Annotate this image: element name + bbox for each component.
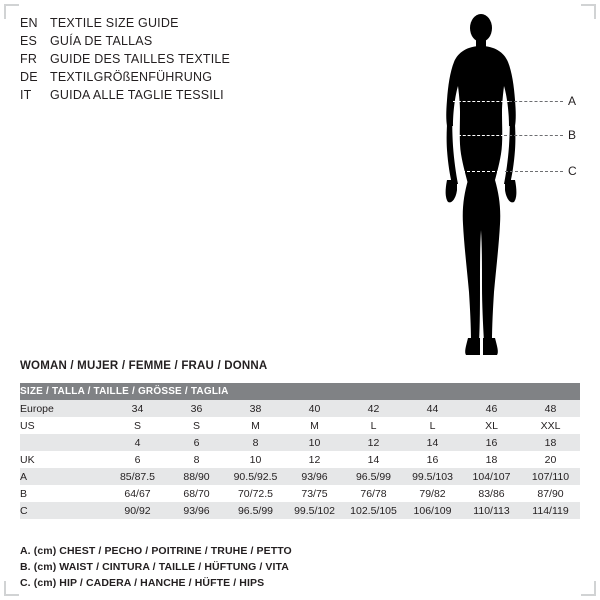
cell-us-4: L — [344, 417, 403, 434]
cell-uk-5: 16 — [403, 451, 462, 468]
corner-mark-top-left — [4, 4, 19, 19]
cell-a-7: 107/110 — [521, 468, 580, 485]
cell-a-5: 99.5/103 — [403, 468, 462, 485]
cell-a-1: 88/90 — [167, 468, 226, 485]
cell-b-5: 79/82 — [403, 485, 462, 502]
cell-europe-5: 44 — [403, 400, 462, 417]
table-row — [20, 417, 580, 434]
cell-us-0: S — [108, 417, 167, 434]
female-body-figure — [400, 8, 590, 368]
measure-line-a-body — [453, 101, 509, 102]
size-table-container — [20, 383, 580, 519]
table-row — [20, 451, 580, 468]
language-row-de — [20, 68, 350, 86]
language-code-en: EN — [20, 16, 38, 30]
cell-uk-7: 20 — [521, 451, 580, 468]
cell-usnum-2: 8 — [226, 434, 285, 451]
cell-europe-7: 48 — [521, 400, 580, 417]
language-title-es: GUÍA DE TALLAS — [50, 34, 153, 48]
cell-a-3: 93/96 — [285, 468, 344, 485]
table-row — [20, 400, 580, 417]
cell-europe-0: 34 — [108, 400, 167, 417]
table-row — [20, 485, 580, 502]
cell-a-0: 85/87.5 — [108, 468, 167, 485]
cell-c-1: 93/96 — [167, 502, 226, 519]
language-title-de: TEXTILGRÖßENFÜHRUNG — [50, 70, 213, 84]
cell-c-6: 110/113 — [462, 502, 521, 519]
cell-uk-4: 14 — [344, 451, 403, 468]
cell-c-7: 114/119 — [521, 502, 580, 519]
cell-europe-3: 40 — [285, 400, 344, 417]
cell-us-2: M — [226, 417, 285, 434]
cell-b-7: 87/90 — [521, 485, 580, 502]
cell-uk-1: 8 — [167, 451, 226, 468]
measure-leader-a — [509, 101, 563, 102]
measure-label-b: B — [568, 128, 577, 142]
row-label-b: B — [20, 485, 108, 502]
cell-europe-1: 36 — [167, 400, 226, 417]
cell-usnum-4: 12 — [344, 434, 403, 451]
row-label-europe: Europe — [20, 400, 108, 417]
language-title-it: GUIDA ALLE TAGLIE TESSILI — [50, 88, 224, 102]
cell-usnum-3: 10 — [285, 434, 344, 451]
row-label-us: US — [20, 417, 108, 434]
cell-us-7: XXL — [521, 417, 580, 434]
cell-europe-6: 46 — [462, 400, 521, 417]
cell-uk-0: 6 — [108, 451, 167, 468]
cell-b-4: 76/78 — [344, 485, 403, 502]
cell-uk-3: 12 — [285, 451, 344, 468]
cell-usnum-7: 18 — [521, 434, 580, 451]
language-row-en — [20, 14, 350, 32]
cell-c-4: 102.5/105 — [344, 502, 403, 519]
legend-b: B. (cm) WAIST / CINTURA / TAILLE / HÜFTUNG / VITA — [20, 561, 289, 573]
cell-b-6: 83/86 — [462, 485, 521, 502]
cell-europe-4: 42 — [344, 400, 403, 417]
corner-mark-bottom-left — [4, 581, 19, 596]
cell-a-2: 90.5/92.5 — [226, 468, 285, 485]
cell-c-2: 96.5/99 — [226, 502, 285, 519]
language-code-es: ES — [20, 34, 38, 48]
row-label-us-numeric — [20, 434, 108, 451]
language-row-es — [20, 32, 350, 50]
cell-b-1: 68/70 — [167, 485, 226, 502]
measure-leader-b — [504, 135, 563, 136]
table-header-label: SIZE / TALLA / TAILLE / GRÖSSE / TAGLIA — [20, 383, 580, 400]
corner-mark-bottom-right — [581, 581, 596, 596]
measure-leader-c — [505, 171, 563, 172]
cell-b-2: 70/72.5 — [226, 485, 285, 502]
language-title-list — [20, 14, 350, 104]
cell-uk-2: 10 — [226, 451, 285, 468]
cell-b-0: 64/67 — [108, 485, 167, 502]
language-code-it: IT — [20, 88, 32, 102]
cell-usnum-1: 6 — [167, 434, 226, 451]
cell-europe-2: 38 — [226, 400, 285, 417]
language-title-en: TEXTILE SIZE GUIDE — [50, 16, 179, 30]
measure-line-c-body — [457, 171, 505, 172]
cell-us-1: S — [167, 417, 226, 434]
cell-uk-6: 18 — [462, 451, 521, 468]
cell-b-3: 73/75 — [285, 485, 344, 502]
category-heading: WOMAN / MUJER / FEMME / FRAU / DONNA — [20, 360, 268, 372]
cell-usnum-6: 16 — [462, 434, 521, 451]
cell-c-0: 90/92 — [108, 502, 167, 519]
table-row — [20, 434, 580, 451]
table-header-row — [20, 383, 580, 400]
row-label-uk: UK — [20, 451, 108, 468]
cell-c-3: 99.5/102 — [285, 502, 344, 519]
measure-label-c: C — [568, 164, 577, 178]
language-row-fr — [20, 50, 350, 68]
measurement-legend — [20, 543, 520, 591]
female-silhouette-icon — [400, 8, 590, 368]
measure-line-b-body — [458, 135, 504, 136]
row-label-a: A — [20, 468, 108, 485]
legend-c: C. (cm) HIP / CADERA / HANCHE / HÜFTE / HIPS — [20, 577, 265, 589]
cell-us-6: XL — [462, 417, 521, 434]
cell-a-6: 104/107 — [462, 468, 521, 485]
size-table — [20, 383, 580, 519]
cell-usnum-5: 14 — [403, 434, 462, 451]
table-row — [20, 502, 580, 519]
cell-us-3: M — [285, 417, 344, 434]
language-row-it — [20, 86, 350, 104]
measure-label-a: A — [568, 94, 577, 108]
row-label-c: C — [20, 502, 108, 519]
cell-c-5: 106/109 — [403, 502, 462, 519]
language-title-fr: GUIDE DES TAILLES TEXTILE — [50, 52, 231, 66]
language-code-de: DE — [20, 70, 38, 84]
legend-a: A. (cm) CHEST / PECHO / POITRINE / TRUHE / PETTO — [20, 545, 292, 557]
cell-a-4: 96.5/99 — [344, 468, 403, 485]
cell-us-5: L — [403, 417, 462, 434]
cell-usnum-0: 4 — [108, 434, 167, 451]
table-row — [20, 468, 580, 485]
language-code-fr: FR — [20, 52, 38, 66]
